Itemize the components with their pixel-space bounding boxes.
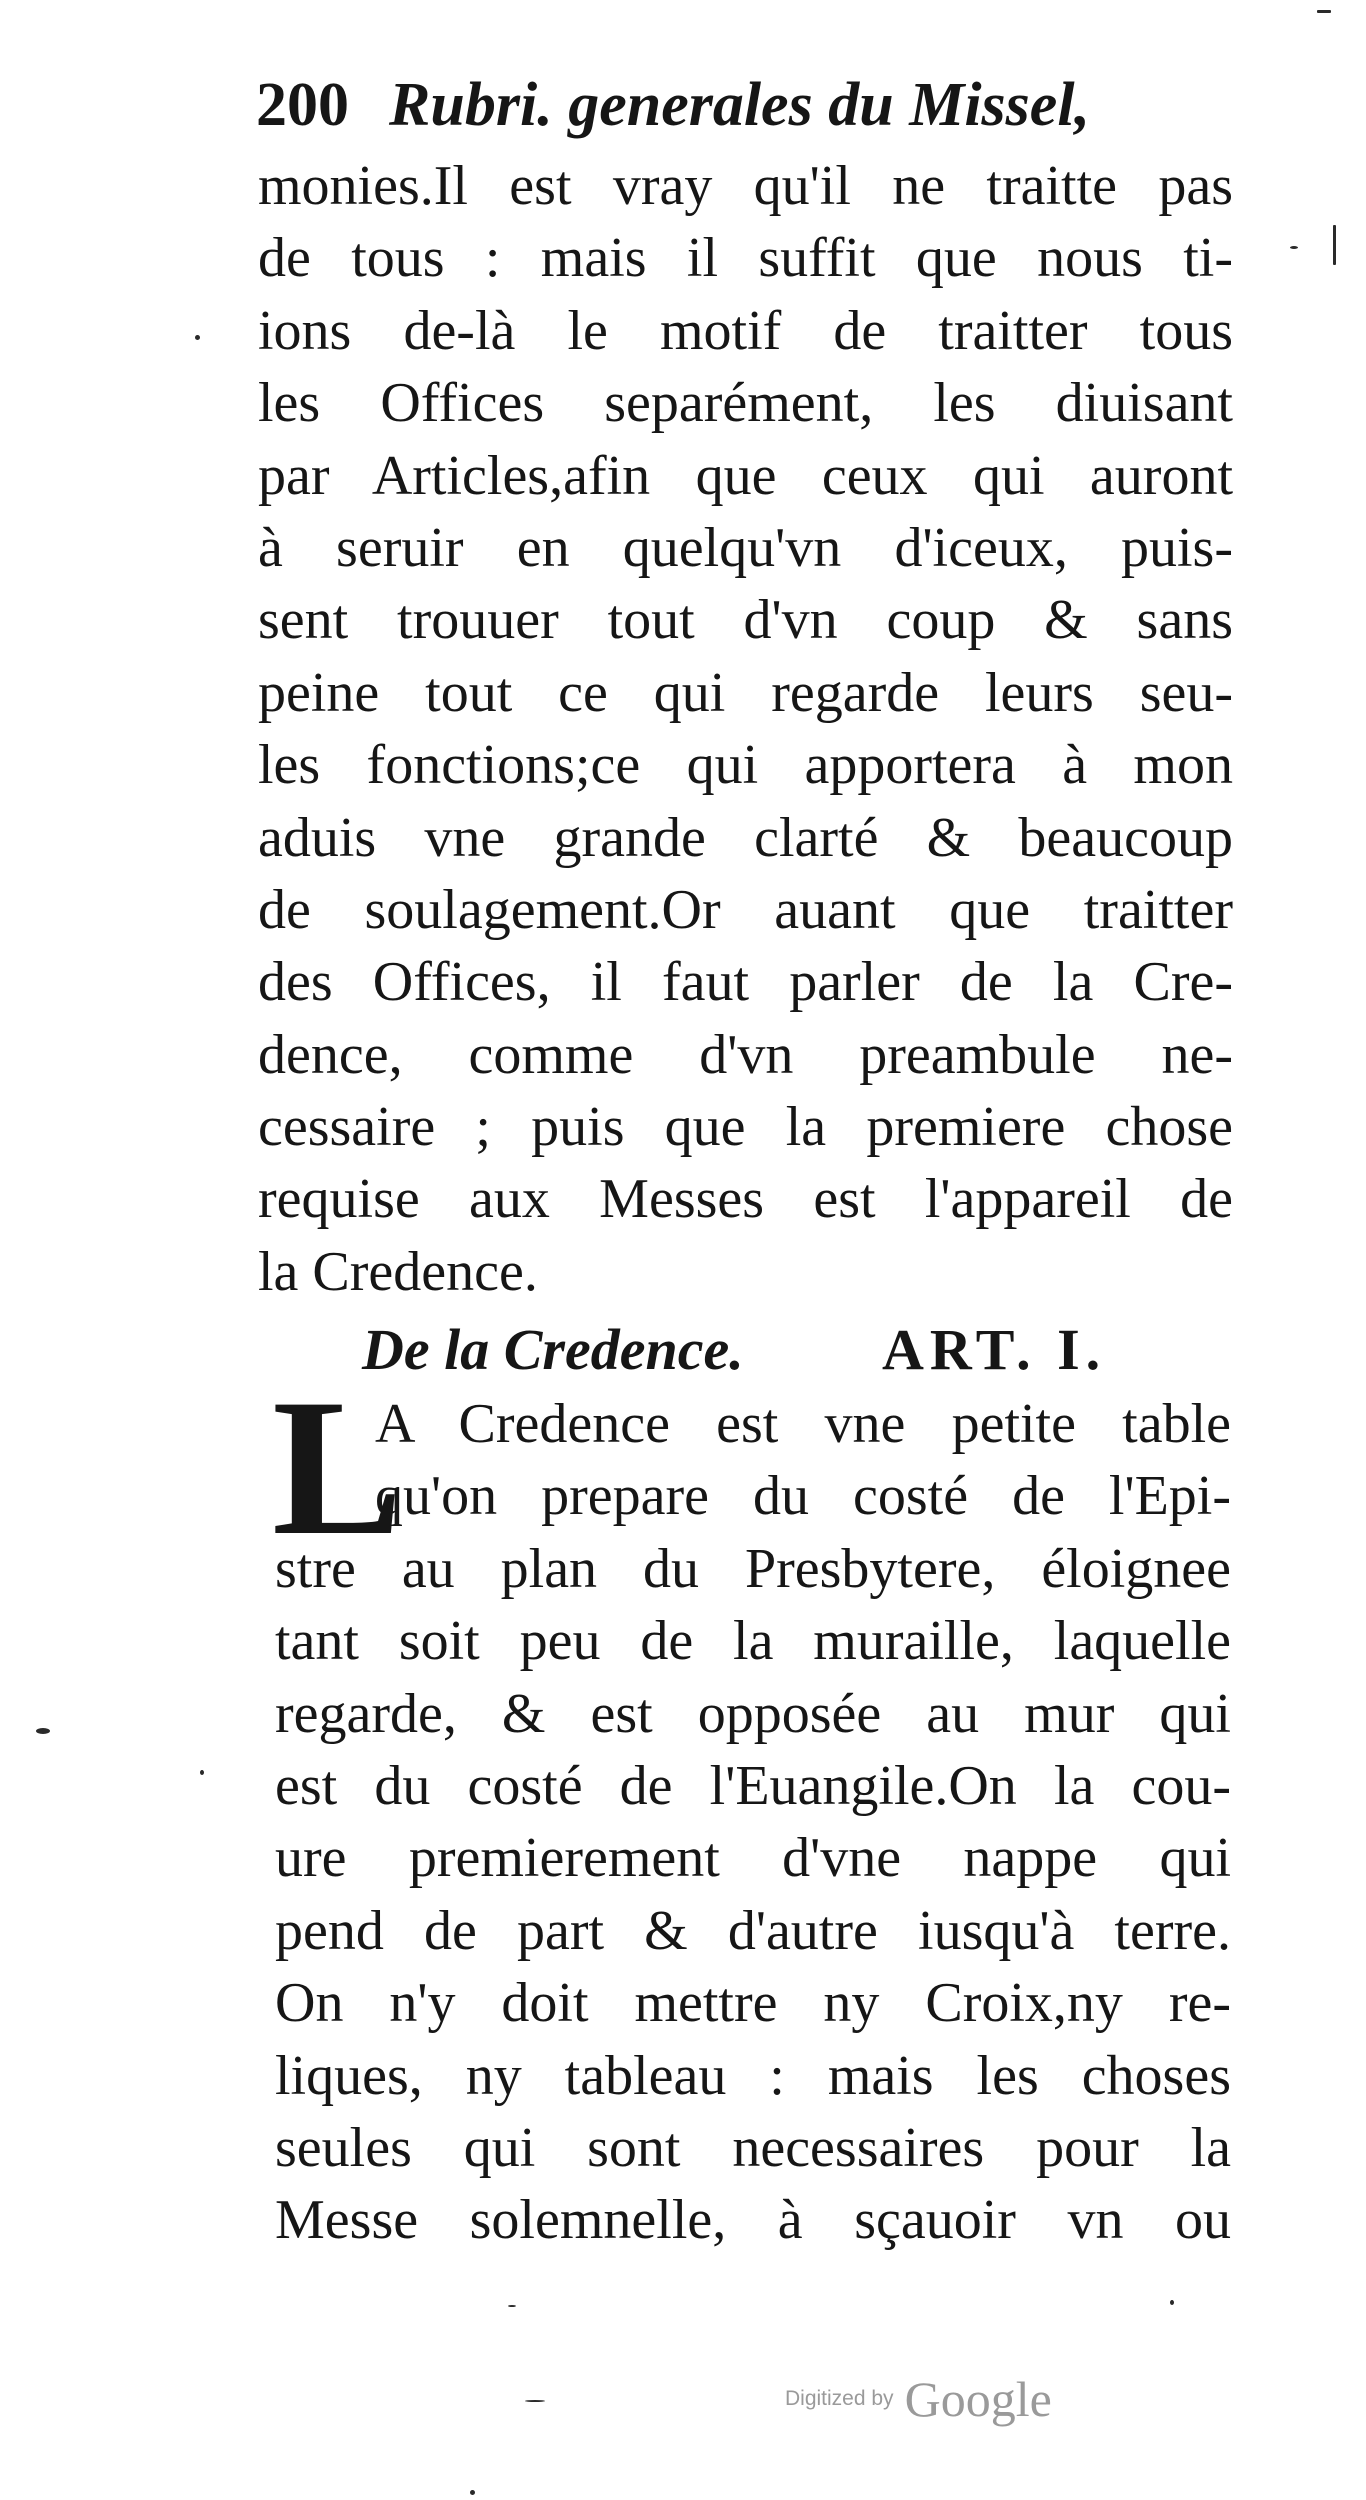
text-line: monies.Il est vray qu'il ne traitte pas bbox=[258, 155, 1233, 217]
scan-speck bbox=[470, 2490, 475, 2495]
text-line: aduis vne grande clarté & beaucoup bbox=[258, 806, 1233, 869]
section-heading bbox=[362, 1310, 1162, 1390]
text-line: sent trouuer tout d'vn coup & sans bbox=[258, 589, 1233, 652]
text-line: peine tout ce qui regarde leurs seu- bbox=[258, 661, 1233, 724]
text-line: dence, comme d'vn preambule ne- bbox=[258, 1023, 1233, 1086]
text-line: pend de part & d'autre iusqu'à terre. bbox=[275, 1899, 1231, 1962]
text-line: requise aux Messes est l'appareil de bbox=[258, 1168, 1233, 1231]
running-title: Rubri. generales du Missel, bbox=[389, 71, 1091, 139]
text-line: ure premierement d'vne nappe qui bbox=[275, 1827, 1231, 1890]
text-line: à seruir en quelqu'vn d'iceux, puis- bbox=[258, 516, 1233, 579]
drop-cap: L bbox=[272, 1359, 403, 1576]
digitized-by-google-watermark bbox=[785, 2370, 1085, 2430]
paragraph-1 bbox=[258, 150, 1233, 1308]
text-line: des Offices, il faut parler de la Cre- bbox=[258, 951, 1233, 1014]
google-wordmark: Google bbox=[904, 2371, 1052, 2427]
page-number: 200 bbox=[256, 71, 349, 139]
text-line: stre au plan du Presbytere, éloignee bbox=[275, 1537, 1231, 1600]
text-line: On n'y doit mettre ny Croix,ny re- bbox=[275, 1972, 1231, 2035]
text-line: est du costé de l'Euangile.On la cou- bbox=[275, 1754, 1231, 1817]
scan-speck bbox=[36, 1728, 50, 1734]
running-header bbox=[256, 60, 1156, 150]
section-title: De la Credence. bbox=[362, 1317, 744, 1382]
text-line: de tous : mais il suffit que nous ti- bbox=[258, 227, 1233, 290]
text-line: de soulagement.Or auant que traitter bbox=[258, 878, 1233, 941]
text-line: liques, ny tableau : mais les choses bbox=[275, 2044, 1231, 2107]
text-line: seules qui sont necessaires pour la bbox=[275, 2116, 1231, 2179]
text-line: la Credence. bbox=[258, 1240, 538, 1303]
text-line: les Offices separément, les diuisant bbox=[258, 372, 1233, 435]
scan-speck bbox=[525, 2400, 545, 2402]
digitized-by-label: Digitized by bbox=[785, 2387, 894, 2410]
text-line: Messe solemnelle, à sçauoir vn ou bbox=[275, 2189, 1231, 2252]
scan-speck bbox=[1170, 2300, 1174, 2305]
scan-speck bbox=[195, 335, 200, 340]
scan-speck bbox=[1333, 225, 1336, 265]
text-line: par Articles,afin que ceux qui auront bbox=[258, 444, 1233, 507]
text-line: les fonctions;ce qui apportera à mon bbox=[258, 734, 1233, 797]
scan-speck bbox=[200, 1770, 204, 1775]
paragraph-2 bbox=[275, 1388, 1231, 2257]
text-line: ions de-là le motif de traitter tous bbox=[258, 299, 1233, 362]
scan-speck bbox=[1317, 10, 1331, 13]
scan-speck bbox=[1290, 246, 1298, 249]
text-line: A Credence est vne petite table bbox=[375, 1393, 1231, 1455]
text-line: tant soit peu de la muraille, laquelle bbox=[275, 1610, 1231, 1673]
text-line: qu'on prepare du costé de l'Epi- bbox=[375, 1465, 1231, 1528]
article-number: ART. I. bbox=[882, 1317, 1107, 1382]
text-line: cessaire ; puis que la premiere chose bbox=[258, 1096, 1233, 1159]
text-line: regarde, & est opposée au mur qui bbox=[275, 1682, 1231, 1745]
scan-speck bbox=[508, 2305, 516, 2307]
